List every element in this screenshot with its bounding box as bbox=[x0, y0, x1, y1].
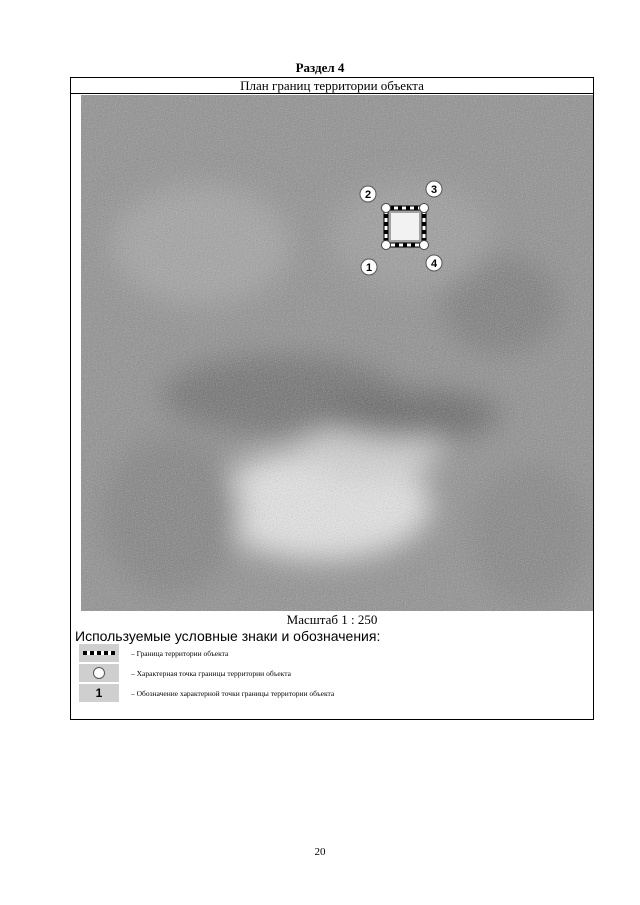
legend-item-label: – Обозначение характерной точки границы территории объекта bbox=[131, 688, 335, 698]
point-marker-2 bbox=[360, 186, 376, 202]
svg-text:4: 4 bbox=[430, 258, 438, 270]
legend-title: Используемые условные знаки и обозначения: bbox=[75, 628, 381, 644]
point-marker-4 bbox=[426, 255, 442, 271]
page-number: 20 bbox=[314, 846, 326, 858]
point-marker-3 bbox=[426, 181, 442, 197]
svg-text:3: 3 bbox=[430, 184, 438, 196]
point-number-symbol: 1 bbox=[95, 686, 103, 700]
plan-title: План границ территории объекта bbox=[71, 78, 593, 94]
legend-item-label: – Характерная точка границы территории объекта bbox=[131, 668, 291, 678]
legend-item-label: – Граница территории объекта bbox=[131, 648, 229, 658]
boundary-line-icon bbox=[79, 644, 119, 662]
boundary-point-icon bbox=[79, 664, 119, 682]
point-number-icon bbox=[79, 684, 119, 702]
point-marker-1 bbox=[361, 259, 377, 275]
scale-label: Масштаб 1 : 250 bbox=[286, 612, 378, 627]
aerial-map bbox=[81, 95, 593, 611]
plan-frame bbox=[70, 77, 594, 720]
section-title: Раздел 4 bbox=[295, 60, 345, 75]
legend-item-point bbox=[79, 664, 291, 682]
svg-text:1: 1 bbox=[365, 262, 373, 274]
aerial-map-image bbox=[81, 95, 593, 611]
svg-text:2: 2 bbox=[364, 189, 372, 201]
territory-boundary bbox=[386, 208, 424, 245]
legend-item-boundary bbox=[79, 644, 228, 662]
legend-item-point-number bbox=[79, 684, 334, 702]
